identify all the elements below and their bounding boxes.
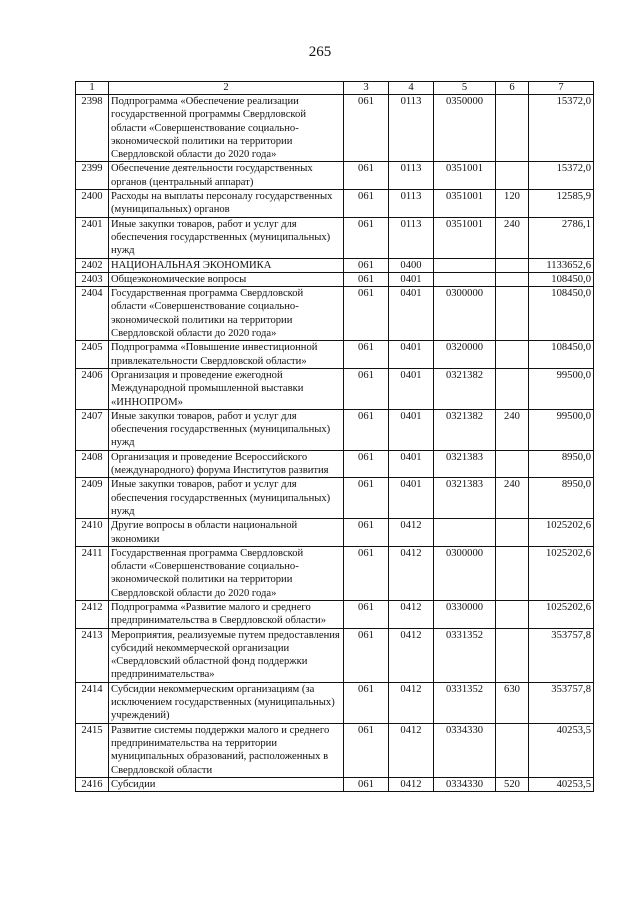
table-row bbox=[76, 777, 594, 791]
column-header: 5 bbox=[434, 82, 496, 95]
column-header: 1 bbox=[76, 82, 109, 95]
target-article-code: 0334330 bbox=[434, 723, 496, 777]
expense-type-code bbox=[496, 600, 529, 628]
amount: 15372,0 bbox=[529, 95, 594, 162]
amount: 353757,8 bbox=[529, 628, 594, 682]
target-article-code: 0351001 bbox=[434, 217, 496, 258]
row-number: 2408 bbox=[76, 450, 109, 478]
row-number: 2409 bbox=[76, 478, 109, 519]
item-name: НАЦИОНАЛЬНАЯ ЭКОНОМИКА bbox=[109, 258, 344, 272]
target-article-code: 0321382 bbox=[434, 409, 496, 450]
ministry-code: 061 bbox=[344, 600, 389, 628]
ministry-code: 061 bbox=[344, 258, 389, 272]
ministry-code: 061 bbox=[344, 519, 389, 547]
table-row bbox=[76, 600, 594, 628]
ministry-code: 061 bbox=[344, 409, 389, 450]
expense-type-code bbox=[496, 341, 529, 369]
section-code: 0113 bbox=[389, 162, 434, 190]
table-row bbox=[76, 95, 594, 162]
target-article-code: 0300000 bbox=[434, 287, 496, 341]
table-row bbox=[76, 287, 594, 341]
section-code: 0401 bbox=[389, 341, 434, 369]
expense-type-code bbox=[496, 287, 529, 341]
section-code: 0412 bbox=[389, 777, 434, 791]
amount: 12585,9 bbox=[529, 190, 594, 218]
item-name: Развитие системы поддержки малого и среднего предпринимательства на территории муниципальных образований, расположенных в Свердловской области bbox=[109, 723, 344, 777]
item-name: Государственная программа Свердловской области «Совершенствование социально-экономической политики на территории Свердловской области до 2020 года» bbox=[109, 546, 344, 600]
page-number: 265 bbox=[308, 44, 332, 60]
ministry-code: 061 bbox=[344, 777, 389, 791]
row-number: 2412 bbox=[76, 600, 109, 628]
expense-type-code bbox=[496, 368, 529, 409]
ministry-code: 061 bbox=[344, 628, 389, 682]
amount: 8950,0 bbox=[529, 450, 594, 478]
amount: 15372,0 bbox=[529, 162, 594, 190]
ministry-code: 061 bbox=[344, 682, 389, 723]
ministry-code: 061 bbox=[344, 162, 389, 190]
ministry-code: 061 bbox=[344, 723, 389, 777]
table-row bbox=[76, 341, 594, 369]
section-code: 0400 bbox=[389, 258, 434, 272]
row-number: 2406 bbox=[76, 368, 109, 409]
section-code: 0401 bbox=[389, 272, 434, 286]
expense-type-code bbox=[496, 258, 529, 272]
amount: 40253,5 bbox=[529, 723, 594, 777]
item-name: Подпрограмма «Повышение инвестиционной привлекательности Свердловской области» bbox=[109, 341, 344, 369]
row-number: 2401 bbox=[76, 217, 109, 258]
expense-type-code: 240 bbox=[496, 217, 529, 258]
item-name: Субсидии bbox=[109, 777, 344, 791]
expense-type-code: 630 bbox=[496, 682, 529, 723]
target-article-code bbox=[434, 519, 496, 547]
table-row bbox=[76, 450, 594, 478]
row-number: 2398 bbox=[76, 95, 109, 162]
column-header: 3 bbox=[344, 82, 389, 95]
row-number: 2403 bbox=[76, 272, 109, 286]
amount: 99500,0 bbox=[529, 409, 594, 450]
column-header: 7 bbox=[529, 82, 594, 95]
ministry-code: 061 bbox=[344, 546, 389, 600]
column-header: 6 bbox=[496, 82, 529, 95]
table-row bbox=[76, 519, 594, 547]
table-row bbox=[76, 368, 594, 409]
table-row bbox=[76, 258, 594, 272]
ministry-code: 061 bbox=[344, 272, 389, 286]
table-row bbox=[76, 546, 594, 600]
table-header-row bbox=[76, 82, 594, 95]
row-number: 2399 bbox=[76, 162, 109, 190]
ministry-code: 061 bbox=[344, 217, 389, 258]
expense-type-code bbox=[496, 723, 529, 777]
target-article-code: 0330000 bbox=[434, 600, 496, 628]
expense-type-code bbox=[496, 519, 529, 547]
target-article-code: 0300000 bbox=[434, 546, 496, 600]
ministry-code: 061 bbox=[344, 368, 389, 409]
section-code: 0412 bbox=[389, 519, 434, 547]
target-article-code: 0334330 bbox=[434, 777, 496, 791]
target-article-code: 0321383 bbox=[434, 478, 496, 519]
target-article-code: 0321383 bbox=[434, 450, 496, 478]
section-code: 0113 bbox=[389, 217, 434, 258]
section-code: 0401 bbox=[389, 450, 434, 478]
item-name: Организация и проведение ежегодной Международной промышленной выставки «ИННОПРОМ» bbox=[109, 368, 344, 409]
expense-type-code bbox=[496, 162, 529, 190]
expense-type-code: 240 bbox=[496, 409, 529, 450]
amount: 353757,8 bbox=[529, 682, 594, 723]
expense-type-code: 520 bbox=[496, 777, 529, 791]
column-header: 2 bbox=[109, 82, 344, 95]
expense-type-code bbox=[496, 272, 529, 286]
section-code: 0412 bbox=[389, 628, 434, 682]
ministry-code: 061 bbox=[344, 341, 389, 369]
target-article-code: 0331352 bbox=[434, 628, 496, 682]
target-article-code: 0320000 bbox=[434, 341, 496, 369]
amount: 1025202,6 bbox=[529, 546, 594, 600]
section-code: 0412 bbox=[389, 723, 434, 777]
amount: 1025202,6 bbox=[529, 519, 594, 547]
table-row bbox=[76, 478, 594, 519]
item-name: Организация и проведение Всероссийского (международного) форума Институтов развития bbox=[109, 450, 344, 478]
row-number: 2400 bbox=[76, 190, 109, 218]
row-number: 2404 bbox=[76, 287, 109, 341]
amount: 2786,1 bbox=[529, 217, 594, 258]
expense-type-code: 240 bbox=[496, 478, 529, 519]
amount: 1133652,6 bbox=[529, 258, 594, 272]
column-header: 4 bbox=[389, 82, 434, 95]
amount: 40253,5 bbox=[529, 777, 594, 791]
row-number: 2411 bbox=[76, 546, 109, 600]
amount: 108450,0 bbox=[529, 272, 594, 286]
row-number: 2402 bbox=[76, 258, 109, 272]
item-name: Мероприятия, реализуемые путем предоставления субсидий некоммерческой организации «Свердловский областной фонд поддержки предпринимательства» bbox=[109, 628, 344, 682]
item-name: Подпрограмма «Развитие малого и среднего предпринимательства в Свердловской области» bbox=[109, 600, 344, 628]
section-code: 0412 bbox=[389, 546, 434, 600]
target-article-code: 0351001 bbox=[434, 190, 496, 218]
row-number: 2410 bbox=[76, 519, 109, 547]
table-row bbox=[76, 272, 594, 286]
target-article-code bbox=[434, 258, 496, 272]
section-code: 0113 bbox=[389, 190, 434, 218]
item-name: Государственная программа Свердловской области «Совершенствование социально-экономической политики на территории Свердловской области до 2020 года» bbox=[109, 287, 344, 341]
item-name: Субсидии некоммерческим организациям (за исключением государственных (муниципальных) учреждений) bbox=[109, 682, 344, 723]
target-article-code: 0331352 bbox=[434, 682, 496, 723]
expense-type-code bbox=[496, 628, 529, 682]
row-number: 2415 bbox=[76, 723, 109, 777]
item-name: Расходы на выплаты персоналу государственных (муниципальных) органов bbox=[109, 190, 344, 218]
section-code: 0401 bbox=[389, 478, 434, 519]
target-article-code bbox=[434, 272, 496, 286]
table-row bbox=[76, 628, 594, 682]
budget-table bbox=[75, 81, 594, 792]
ministry-code: 061 bbox=[344, 450, 389, 478]
section-code: 0113 bbox=[389, 95, 434, 162]
section-code: 0401 bbox=[389, 287, 434, 341]
row-number: 2414 bbox=[76, 682, 109, 723]
row-number: 2405 bbox=[76, 341, 109, 369]
item-name: Общеэкономические вопросы bbox=[109, 272, 344, 286]
expense-type-code bbox=[496, 95, 529, 162]
target-article-code: 0351001 bbox=[434, 162, 496, 190]
ministry-code: 061 bbox=[344, 478, 389, 519]
table-row bbox=[76, 217, 594, 258]
ministry-code: 061 bbox=[344, 190, 389, 218]
expense-type-code bbox=[496, 450, 529, 478]
row-number: 2407 bbox=[76, 409, 109, 450]
ministry-code: 061 bbox=[344, 95, 389, 162]
item-name: Обеспечение деятельности государственных органов (центральный аппарат) bbox=[109, 162, 344, 190]
table-row bbox=[76, 190, 594, 218]
amount: 8950,0 bbox=[529, 478, 594, 519]
amount: 99500,0 bbox=[529, 368, 594, 409]
amount: 1025202,6 bbox=[529, 600, 594, 628]
amount: 108450,0 bbox=[529, 287, 594, 341]
item-name: Иные закупки товаров, работ и услуг для обеспечения государственных (муниципальных) нужд bbox=[109, 217, 344, 258]
table-row bbox=[76, 723, 594, 777]
amount: 108450,0 bbox=[529, 341, 594, 369]
expense-type-code: 120 bbox=[496, 190, 529, 218]
section-code: 0401 bbox=[389, 409, 434, 450]
table-row bbox=[76, 162, 594, 190]
table-row bbox=[76, 682, 594, 723]
item-name: Другие вопросы в области национальной экономики bbox=[109, 519, 344, 547]
row-number: 2413 bbox=[76, 628, 109, 682]
item-name: Подпрограмма «Обеспечение реализации государственной программы Свердловской области «Совершенствование социально-экономической политики на территории Свердловской области до 2020 года» bbox=[109, 95, 344, 162]
target-article-code: 0350000 bbox=[434, 95, 496, 162]
section-code: 0412 bbox=[389, 600, 434, 628]
section-code: 0401 bbox=[389, 368, 434, 409]
expense-type-code bbox=[496, 546, 529, 600]
row-number: 2416 bbox=[76, 777, 109, 791]
target-article-code: 0321382 bbox=[434, 368, 496, 409]
item-name: Иные закупки товаров, работ и услуг для обеспечения государственных (муниципальных) нужд bbox=[109, 409, 344, 450]
ministry-code: 061 bbox=[344, 287, 389, 341]
table-row bbox=[76, 409, 594, 450]
item-name: Иные закупки товаров, работ и услуг для обеспечения государственных (муниципальных) нужд bbox=[109, 478, 344, 519]
section-code: 0412 bbox=[389, 682, 434, 723]
